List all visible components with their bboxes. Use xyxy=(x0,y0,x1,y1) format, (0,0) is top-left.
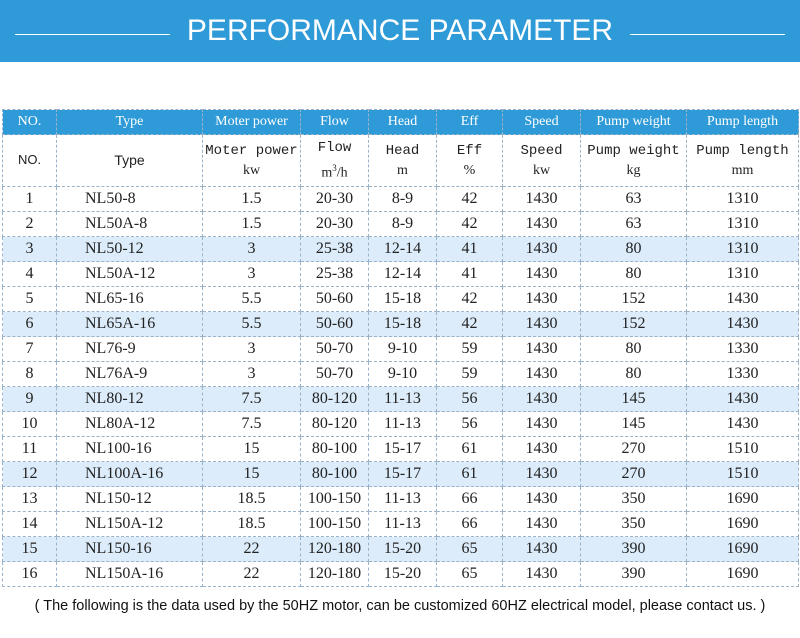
performance-table xyxy=(2,109,799,587)
table-row xyxy=(3,487,799,512)
unit-header-power xyxy=(203,135,301,187)
cell-flow: 80-100 xyxy=(301,462,369,487)
cell-eff: 61 xyxy=(437,437,503,462)
cell-length: 1690 xyxy=(687,512,799,537)
cell-eff: 41 xyxy=(437,237,503,262)
cell-power: 3 xyxy=(203,237,301,262)
cell-flow: 25-38 xyxy=(301,262,369,287)
cell-no: 14 xyxy=(3,512,57,537)
unit-header-flow xyxy=(301,135,369,187)
cell-no: 1 xyxy=(3,187,57,212)
cell-head: 15-18 xyxy=(369,287,437,312)
table-row xyxy=(3,387,799,412)
cell-no: 13 xyxy=(3,487,57,512)
cell-head: 9-10 xyxy=(369,362,437,387)
cell-speed: 1430 xyxy=(503,562,581,587)
cell-no: 16 xyxy=(3,562,57,587)
cell-weight: 80 xyxy=(581,237,687,262)
cell-power: 5.5 xyxy=(203,312,301,337)
power-label: Moter power xyxy=(205,142,298,159)
cell-length: 1510 xyxy=(687,437,799,462)
speed-label: Speed xyxy=(520,142,563,159)
cell-speed: 1430 xyxy=(503,237,581,262)
cell-length: 1310 xyxy=(687,262,799,287)
cell-eff: 59 xyxy=(437,362,503,387)
col-header-head: Head xyxy=(369,110,437,135)
cell-power: 5.5 xyxy=(203,287,301,312)
table-row xyxy=(3,562,799,587)
cell-speed: 1430 xyxy=(503,287,581,312)
cell-type: NL80-12 xyxy=(57,387,203,412)
cell-flow: 50-70 xyxy=(301,362,369,387)
cell-flow: 25-38 xyxy=(301,237,369,262)
cell-weight: 63 xyxy=(581,212,687,237)
cell-head: 9-10 xyxy=(369,337,437,362)
cell-eff: 42 xyxy=(437,287,503,312)
cell-head: 15-18 xyxy=(369,312,437,337)
table-row xyxy=(3,362,799,387)
cell-power: 1.5 xyxy=(203,212,301,237)
cell-length: 1430 xyxy=(687,287,799,312)
cell-head: 11-13 xyxy=(369,512,437,537)
cell-head: 15-17 xyxy=(369,437,437,462)
cell-type: NL150-12 xyxy=(57,487,203,512)
table-row xyxy=(3,262,799,287)
cell-head: 12-14 xyxy=(369,237,437,262)
eff-label: Eff xyxy=(456,142,483,159)
cell-speed: 1430 xyxy=(503,187,581,212)
cell-length: 1310 xyxy=(687,237,799,262)
cell-eff: 41 xyxy=(437,262,503,287)
speed-unit: kw xyxy=(532,162,551,178)
unit-header-length xyxy=(687,135,799,187)
cell-head: 12-14 xyxy=(369,262,437,287)
unit-header-type xyxy=(57,135,203,187)
cell-power: 1.5 xyxy=(203,187,301,212)
cell-power: 18.5 xyxy=(203,487,301,512)
cell-speed: 1430 xyxy=(503,537,581,562)
table-row xyxy=(3,537,799,562)
table-row xyxy=(3,312,799,337)
page-title: PERFORMANCE PARAMETER xyxy=(186,14,614,47)
cell-flow: 20-30 xyxy=(301,212,369,237)
unit-header-no-label: NO. xyxy=(17,152,42,167)
cell-power: 7.5 xyxy=(203,387,301,412)
cell-length: 1510 xyxy=(687,462,799,487)
cell-head: 15-20 xyxy=(369,562,437,587)
unit-header-no xyxy=(3,135,57,187)
flow-unit-tail: /h xyxy=(336,165,348,181)
flow-unit-base: m xyxy=(321,165,333,181)
table-row xyxy=(3,412,799,437)
cell-type: NL76-9 xyxy=(57,337,203,362)
cell-flow: 80-120 xyxy=(301,387,369,412)
cell-weight: 350 xyxy=(581,512,687,537)
cell-type: NL150A-16 xyxy=(57,562,203,587)
table-row xyxy=(3,437,799,462)
cell-eff: 61 xyxy=(437,462,503,487)
cell-eff: 65 xyxy=(437,537,503,562)
cell-head: 15-20 xyxy=(369,537,437,562)
title-banner xyxy=(0,0,800,62)
cell-no: 4 xyxy=(3,262,57,287)
table-row xyxy=(3,462,799,487)
cell-weight: 350 xyxy=(581,487,687,512)
length-label: Pump length xyxy=(696,142,789,159)
cell-type: NL50-12 xyxy=(57,237,203,262)
cell-type: NL80A-12 xyxy=(57,412,203,437)
unit-header-type-label: Type xyxy=(114,151,145,168)
flow-unit-sup: 3 xyxy=(332,162,337,173)
cell-type: NL50-8 xyxy=(57,187,203,212)
weight-unit: kg xyxy=(626,162,641,178)
unit-header-speed xyxy=(503,135,581,187)
cell-speed: 1430 xyxy=(503,362,581,387)
cell-speed: 1430 xyxy=(503,262,581,287)
flow-unit xyxy=(301,158,368,184)
cell-weight: 390 xyxy=(581,537,687,562)
cell-flow: 20-30 xyxy=(301,187,369,212)
cell-length: 1430 xyxy=(687,312,799,337)
cell-power: 7.5 xyxy=(203,412,301,437)
cell-power: 18.5 xyxy=(203,512,301,537)
cell-speed: 1430 xyxy=(503,487,581,512)
table-row xyxy=(3,287,799,312)
cell-power: 22 xyxy=(203,562,301,587)
cell-eff: 42 xyxy=(437,212,503,237)
cell-length: 1310 xyxy=(687,187,799,212)
cell-no: 2 xyxy=(3,212,57,237)
cell-speed: 1430 xyxy=(503,387,581,412)
col-header-flow: Flow xyxy=(301,110,369,135)
power-unit: kw xyxy=(242,162,261,178)
cell-flow: 80-120 xyxy=(301,412,369,437)
cell-type: NL150-16 xyxy=(57,537,203,562)
cell-no: 9 xyxy=(3,387,57,412)
cell-length: 1690 xyxy=(687,537,799,562)
cell-speed: 1430 xyxy=(503,312,581,337)
table-row xyxy=(3,512,799,537)
cell-speed: 1430 xyxy=(503,337,581,362)
weight-label: Pump weight xyxy=(587,142,680,159)
table-row xyxy=(3,237,799,262)
cell-flow: 100-150 xyxy=(301,487,369,512)
cell-weight: 152 xyxy=(581,287,687,312)
cell-weight: 145 xyxy=(581,387,687,412)
table-unit-row xyxy=(3,135,799,187)
cell-type: NL100A-16 xyxy=(57,462,203,487)
unit-header-head xyxy=(369,135,437,187)
cell-type: NL65A-16 xyxy=(57,312,203,337)
cell-weight: 145 xyxy=(581,412,687,437)
cell-length: 1330 xyxy=(687,362,799,387)
cell-no: 6 xyxy=(3,312,57,337)
cell-flow: 120-180 xyxy=(301,537,369,562)
cell-no: 10 xyxy=(3,412,57,437)
banner-rule-right xyxy=(630,34,785,35)
table-row xyxy=(3,337,799,362)
cell-length: 1430 xyxy=(687,412,799,437)
cell-no: 12 xyxy=(3,462,57,487)
col-header-weight: Pump weight xyxy=(581,110,687,135)
cell-no: 3 xyxy=(3,237,57,262)
cell-speed: 1430 xyxy=(503,437,581,462)
cell-speed: 1430 xyxy=(503,462,581,487)
cell-flow: 80-100 xyxy=(301,437,369,462)
cell-eff: 56 xyxy=(437,412,503,437)
head-label: Head xyxy=(385,142,420,159)
cell-flow: 100-150 xyxy=(301,512,369,537)
cell-weight: 152 xyxy=(581,312,687,337)
cell-eff: 42 xyxy=(437,312,503,337)
cell-flow: 50-60 xyxy=(301,287,369,312)
cell-no: 15 xyxy=(3,537,57,562)
cell-length: 1310 xyxy=(687,212,799,237)
cell-weight: 390 xyxy=(581,562,687,587)
col-header-length: Pump length xyxy=(687,110,799,135)
unit-header-weight xyxy=(581,135,687,187)
cell-type: NL65-16 xyxy=(57,287,203,312)
col-header-eff: Eff xyxy=(437,110,503,135)
cell-speed: 1430 xyxy=(503,412,581,437)
table-body xyxy=(3,187,799,587)
cell-type: NL50A-8 xyxy=(57,212,203,237)
head-unit: m xyxy=(397,162,408,178)
length-unit: mm xyxy=(731,162,754,178)
unit-header-eff xyxy=(437,135,503,187)
cell-speed: 1430 xyxy=(503,212,581,237)
cell-type: NL50A-12 xyxy=(57,262,203,287)
cell-head: 8-9 xyxy=(369,212,437,237)
cell-length: 1430 xyxy=(687,387,799,412)
cell-length: 1690 xyxy=(687,487,799,512)
col-header-speed: Speed xyxy=(503,110,581,135)
col-header-power: Moter power xyxy=(203,110,301,135)
cell-type: NL150A-12 xyxy=(57,512,203,537)
cell-no: 5 xyxy=(3,287,57,312)
cell-power: 3 xyxy=(203,362,301,387)
cell-power: 3 xyxy=(203,337,301,362)
cell-head: 8-9 xyxy=(369,187,437,212)
cell-flow: 120-180 xyxy=(301,562,369,587)
cell-weight: 80 xyxy=(581,262,687,287)
cell-no: 7 xyxy=(3,337,57,362)
col-header-no: NO. xyxy=(3,110,57,135)
cell-weight: 270 xyxy=(581,462,687,487)
cell-eff: 65 xyxy=(437,562,503,587)
table-row xyxy=(3,187,799,212)
cell-head: 11-13 xyxy=(369,412,437,437)
cell-speed: 1430 xyxy=(503,512,581,537)
footnote: ( The following is the data used by the 50HZ motor, can be customized 60HZ electrical model, please contact us. ) xyxy=(34,598,766,614)
cell-length: 1690 xyxy=(687,562,799,587)
cell-eff: 59 xyxy=(437,337,503,362)
cell-no: 11 xyxy=(3,437,57,462)
flow-label: Flow xyxy=(317,139,352,156)
cell-eff: 66 xyxy=(437,512,503,537)
col-header-type: Type xyxy=(57,110,203,135)
cell-flow: 50-70 xyxy=(301,337,369,362)
cell-no: 8 xyxy=(3,362,57,387)
cell-weight: 63 xyxy=(581,187,687,212)
cell-weight: 80 xyxy=(581,337,687,362)
table-header-row xyxy=(3,110,799,135)
cell-eff: 66 xyxy=(437,487,503,512)
cell-head: 11-13 xyxy=(369,387,437,412)
cell-power: 15 xyxy=(203,437,301,462)
cell-power: 22 xyxy=(203,537,301,562)
cell-eff: 42 xyxy=(437,187,503,212)
cell-flow: 50-60 xyxy=(301,312,369,337)
cell-power: 3 xyxy=(203,262,301,287)
cell-head: 11-13 xyxy=(369,487,437,512)
cell-type: NL100-16 xyxy=(57,437,203,462)
cell-weight: 270 xyxy=(581,437,687,462)
cell-head: 15-17 xyxy=(369,462,437,487)
table-row xyxy=(3,212,799,237)
cell-type: NL76A-9 xyxy=(57,362,203,387)
cell-weight: 80 xyxy=(581,362,687,387)
cell-power: 15 xyxy=(203,462,301,487)
cell-eff: 56 xyxy=(437,387,503,412)
cell-length: 1330 xyxy=(687,337,799,362)
eff-unit: % xyxy=(463,162,476,178)
